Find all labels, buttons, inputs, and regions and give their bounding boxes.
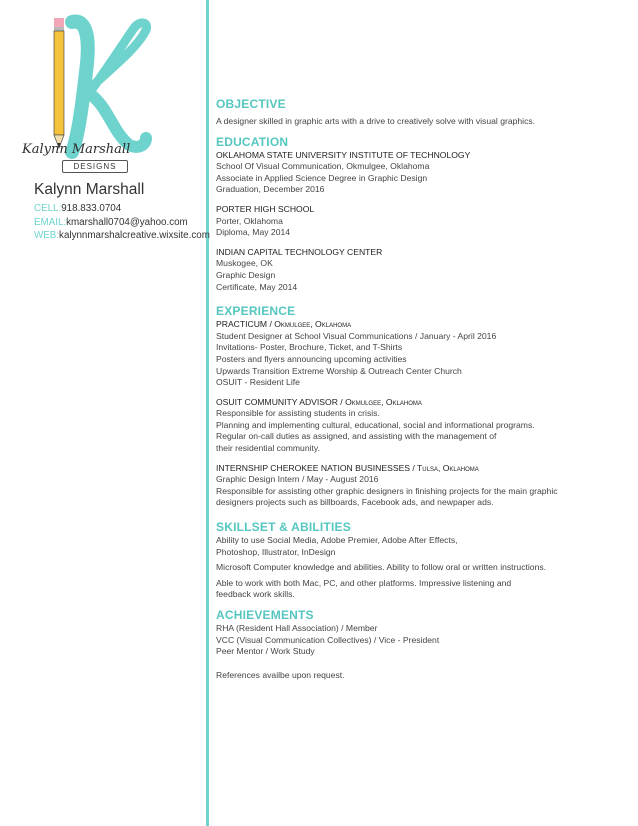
experience-line: Invitations- Poster, Brochure, Ticket, and T-Shirts [216, 342, 403, 353]
skills-line: feedback work skills. [216, 589, 295, 600]
achievements-line: RHA (Resident Hall Association) / Member [216, 623, 378, 633]
experience-line: Planning and implementing cultural, educational, social and informational programs. [216, 419, 535, 430]
experience-line: designers projects such as billboards, Facebook ads, and newpaper ads. [216, 497, 494, 508]
contact-email-label: EMAIL: [34, 217, 67, 228]
experience-line: Regular on-call duties as assigned, and assisting with the management of [216, 431, 497, 442]
main-column [216, 96, 628, 681]
education-entry-title: OKLAHOMA STATE UNIVERSITY INSTITUTE OF TECHNOLOGY [216, 149, 471, 160]
contact-web-label: WEB: [34, 230, 60, 241]
experience-line: Posters and flyers announcing upcoming activities [216, 353, 407, 364]
vertical-divider [206, 0, 209, 826]
experience-entry-title: PRACTICUM / Okmulgee, Oklahoma [216, 319, 352, 330]
education-heading: EDUCATION [216, 134, 289, 149]
education-line: Certificate, May 2014 [216, 281, 298, 292]
objective-heading: OBJECTIVE [216, 97, 286, 111]
experience-line: Upwards Transition Extreme Worship & Outreach Center Church [216, 365, 462, 376]
contact-web [34, 230, 210, 241]
contact-email-value[interactable]: kmarshall0704@yahoo.com [66, 217, 188, 228]
education-line: Muskogee, OK [216, 258, 273, 269]
education-line: Graphic Design [216, 269, 276, 280]
education-entry-title: PORTER HIGH SCHOOL [216, 203, 315, 214]
pencil-band [54, 27, 64, 31]
references-note: References availbe upon request. [216, 669, 345, 680]
education-line: Graduation, December 2016 [216, 184, 325, 195]
contact-web-value[interactable]: kalynnmarshalcreative.wixsite.com [59, 230, 210, 241]
logo-designs-label: DESIGNS [62, 160, 128, 173]
experience-entry-title: OSUIT COMMUNITY ADVISOR / Okmulgee, Oklahoma [216, 396, 422, 407]
skills-line: Ability to use Social Media, Adobe Premier, Adobe After Effects, [216, 535, 458, 546]
objective-text: A designer skilled in graphic arts with a drive to creatively solve with visual graphics. [216, 116, 536, 126]
candidate-name: Kalynn Marshall [34, 181, 145, 198]
skills-line: Microsoft Computer knowledge and abilities. Ability to follow oral or written instructions. [216, 562, 547, 573]
contact-cell-label: CELL: [34, 203, 62, 214]
pencil-body [54, 31, 64, 135]
experience-line: OSUIT - Resident Life [216, 377, 300, 388]
achievements-line: VCC (Visual Communication Collectives) / Vice - President [216, 634, 440, 645]
experience-heading: EXPERIENCE [216, 304, 296, 319]
achievements-line: Peer Mentor / Work Study [216, 646, 315, 657]
experience-line: their residential community. [216, 443, 320, 454]
contact-cell [34, 203, 121, 214]
logo-k-arm [88, 23, 147, 92]
skills-line: Able to work with both Mac, PC, and other platforms. Impressive listening and [216, 577, 512, 588]
skills-line: Photoshop, Illustrator, InDesign [216, 546, 336, 557]
experience-line: Responsible for assisting students in crisis. [216, 408, 380, 419]
skills-heading: SKILLSET & ABILITIES [216, 520, 351, 535]
achievements-heading: ACHIEVEMENTS [216, 608, 314, 622]
education-line: Associate in Applied Science Degree in Graphic Design [216, 172, 428, 183]
education-entry-title: INDIAN CAPITAL TECHNOLOGY CENTER [216, 246, 383, 257]
pencil-eraser [54, 18, 64, 27]
experience-entry-title: INTERNSHIP CHEROKEE NATION BUSINESSES / Tulsa, Oklahoma [216, 462, 479, 473]
logo-script-text: Kalynn Marshall [22, 142, 131, 157]
contact-cell-value: 918.833.0704 [61, 203, 122, 214]
logo-k-leg [90, 94, 146, 147]
education-line: School Of Visual Communication, Okmulgee, Oklahoma [216, 161, 430, 172]
education-line: Porter, Oklahoma [216, 215, 283, 226]
experience-line: Student Designer at School Visual Communications / January - April 2016 [216, 330, 497, 341]
education-line: Diploma, May 2014 [216, 227, 291, 238]
experience-line: Responsible for assisting other graphic designers in finishing projects for the main graphic [216, 485, 558, 496]
contact-email [34, 217, 188, 228]
experience-line: Graphic Design Intern / May - August 2016 [216, 474, 379, 485]
